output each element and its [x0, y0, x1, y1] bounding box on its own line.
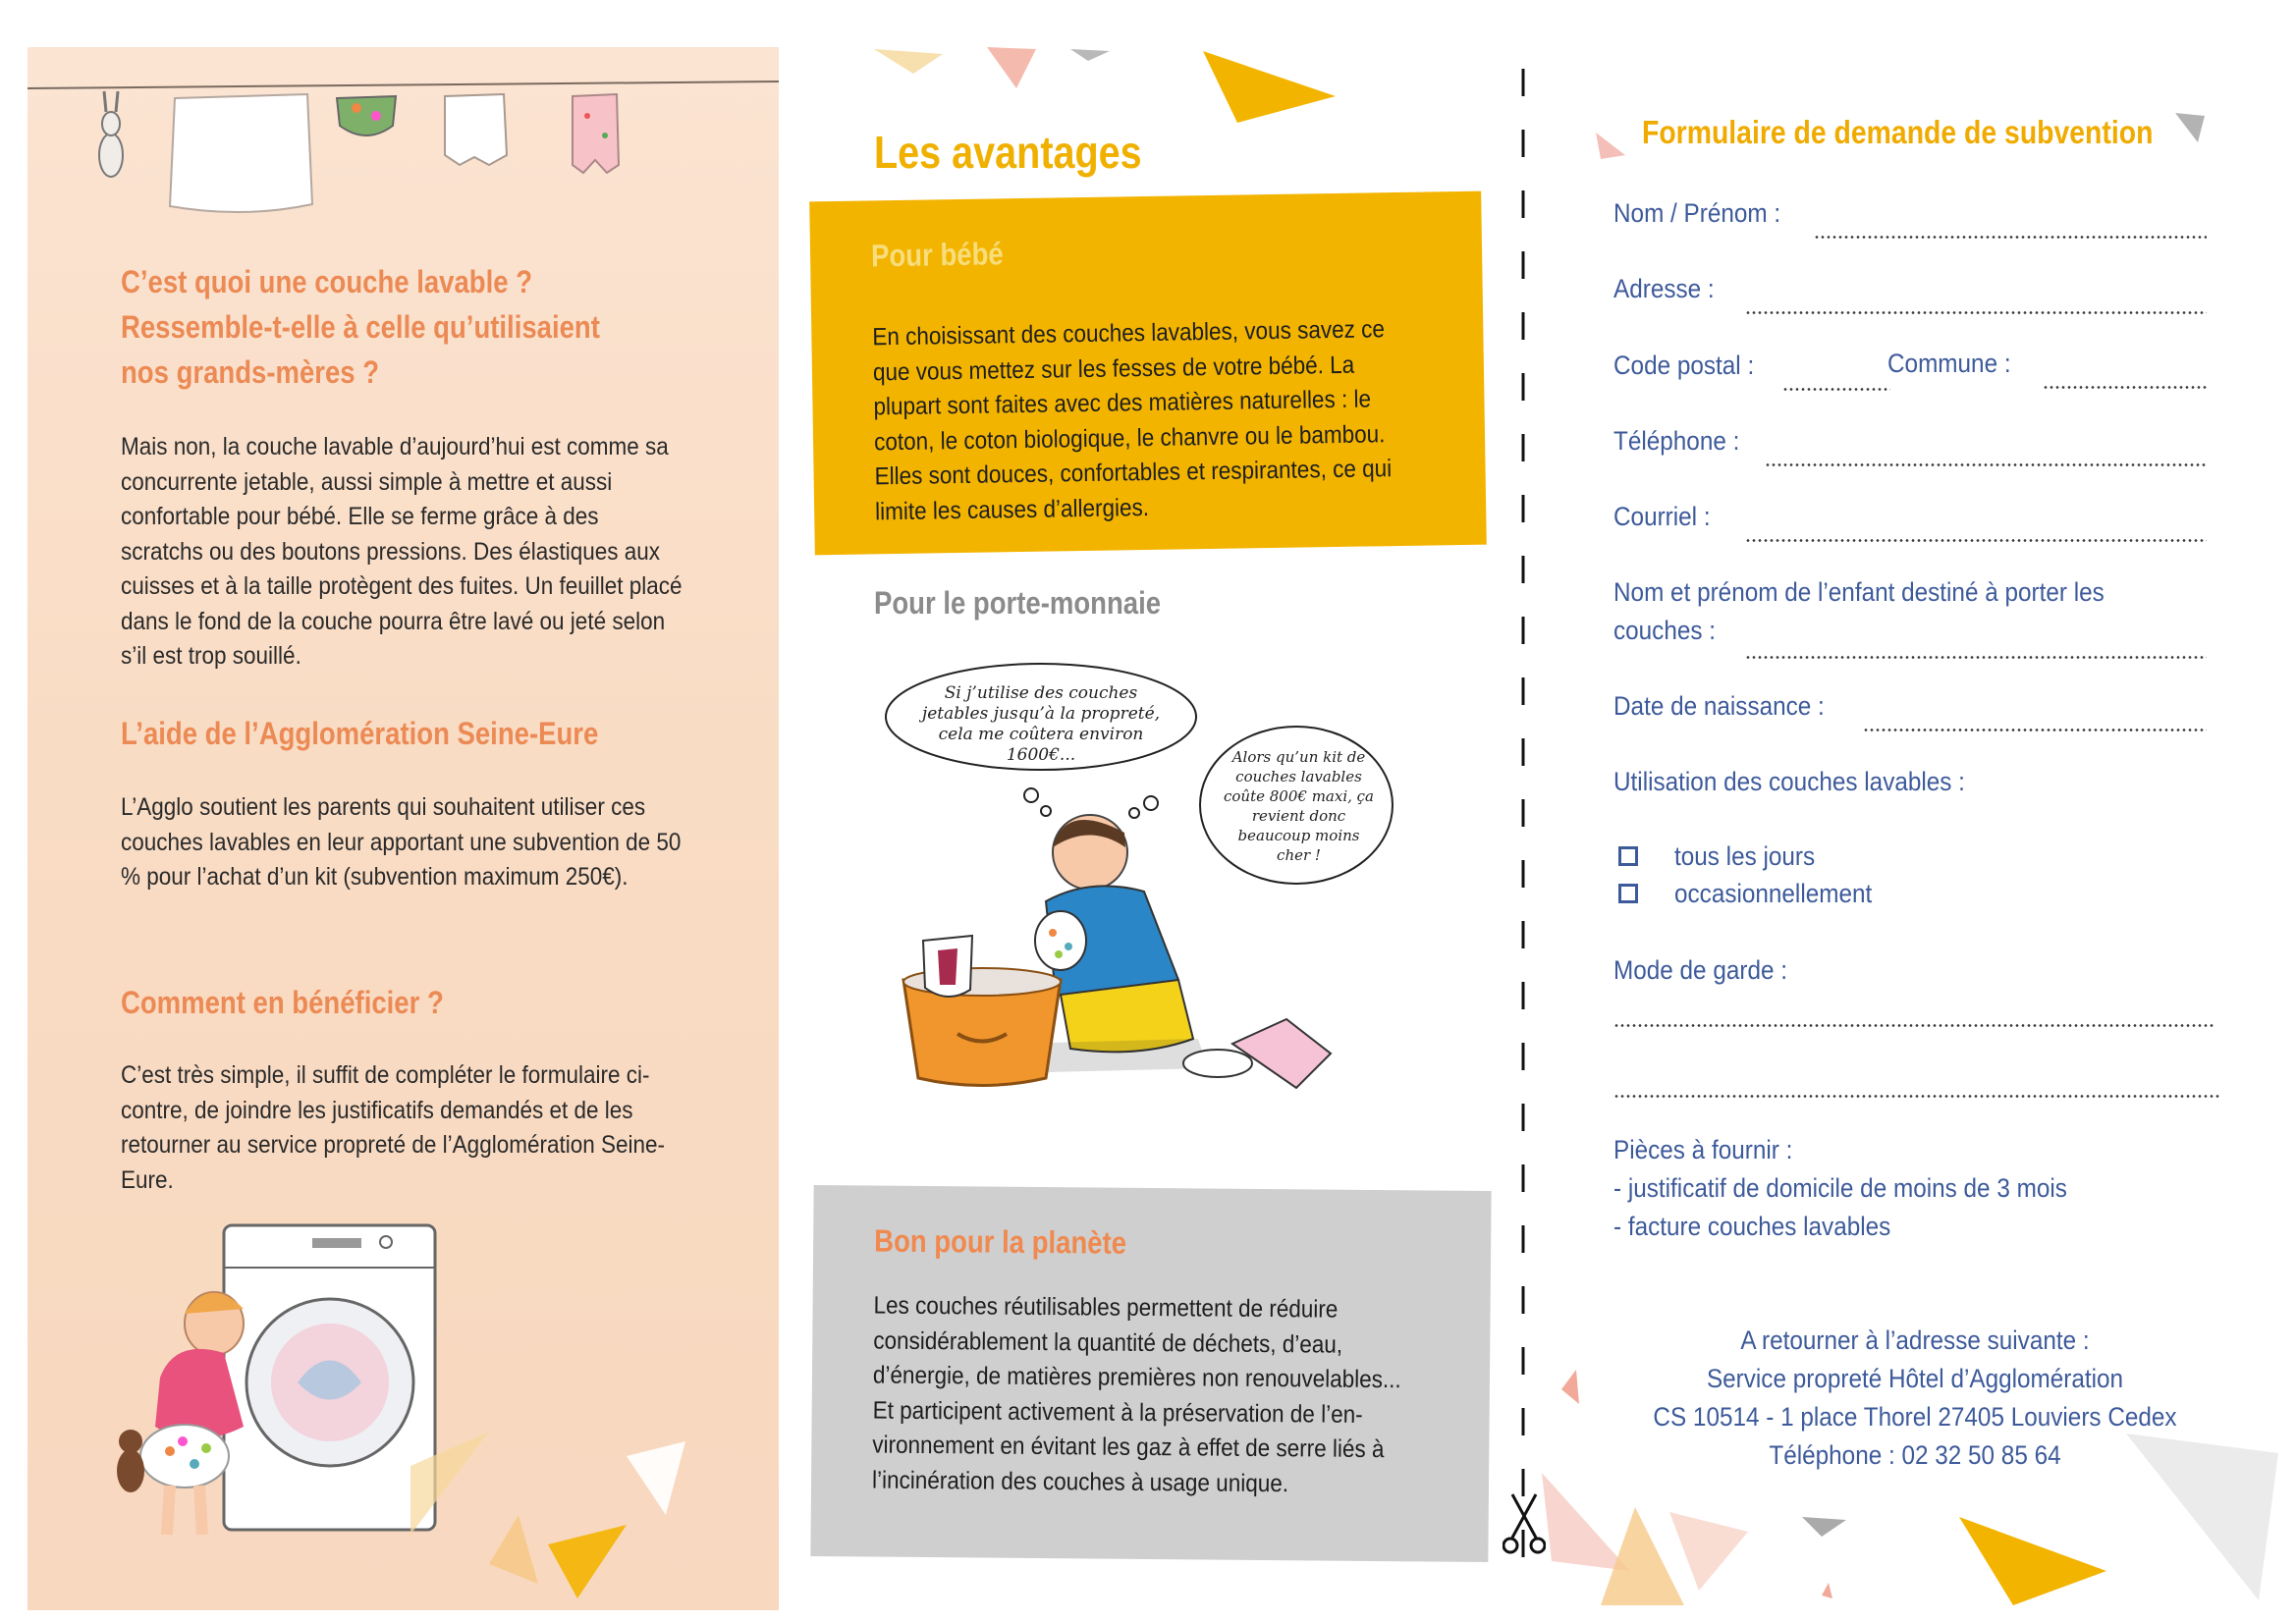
commune-field[interactable] — [2043, 386, 2208, 389]
usage-everyday-checkbox[interactable] — [1618, 846, 1638, 866]
speech-bubble-disposable-cost: Si j’utilise des couches jetables jusqu’à la propreté, cela me coûtera environ 1600€... — [921, 683, 1161, 765]
wallet-benefits-heading: Pour le porte-monnaie — [874, 585, 1162, 621]
childcare-label: Mode de garde : — [1613, 955, 1787, 985]
return-address-block — [1611, 1322, 2219, 1475]
heading-what-is-washable-diaper: C’est quoi une couche lavable ? Ressemble-t-elle à celle qu’utilisaient nos grands-mères ? — [121, 264, 600, 390]
return-street: CS 10514 - 1 place Thorel 27405 Louviers Cedex — [1653, 1402, 2177, 1432]
postal-code-label: Code postal : — [1613, 351, 1755, 380]
document-item-residence: - justificatif de domicile de moins de 3 mois — [1613, 1173, 2067, 1203]
childcare-field-line1[interactable] — [1613, 1024, 2214, 1027]
usage-occasional-label: occasionnellement — [1674, 879, 1873, 908]
benefits-title: Les avantages — [874, 127, 1142, 178]
return-intro: A retourner à l’adresse suivante : — [1740, 1325, 2090, 1355]
text-agglo-aid: L’Agglo soutient les parents qui souhaitent utiliser ces couches lavables en leur apportant une subvention de 50 % pour l’achat d’un kit (subvention maximum 250€). — [121, 793, 682, 891]
form-title: Formulaire de demande de subvention — [1642, 114, 2154, 150]
baby-benefits-heading: Pour bébé — [870, 236, 1004, 274]
heading-how-to-benefit: Comment en bénéficier ? — [121, 985, 444, 1020]
address-label: Adresse : — [1613, 274, 1715, 303]
baby-benefits-box — [809, 191, 1487, 556]
planet-benefits-heading: Bon pour la planète — [874, 1222, 1127, 1261]
address-field[interactable] — [1745, 311, 2207, 314]
childcare-field-line2[interactable] — [1613, 1095, 2219, 1098]
washing-machine-illustration — [77, 1220, 725, 1603]
heading-agglo-aid: L’aide de l’Agglomération Seine-Eure — [121, 716, 599, 751]
birth-date-field[interactable] — [1863, 729, 2207, 731]
baby-benefits-text: En choisissant des couches lavables, vous savez ce que vous mettez sur les fesses de votre bébé. La plupart sont faites avec des matières naturelles : le coton, le coton biologique, le chanvre ou le bambou. Elles sont douces, confortables et respirantes, ce qui limite les causes d’allergies. — [872, 315, 1393, 525]
name-field[interactable] — [1814, 236, 2207, 239]
child-name-label-line1: Nom et prénom de l’enfant destiné à porter les — [1613, 577, 2105, 607]
scissors-icon — [1503, 1492, 1546, 1555]
postal-code-field[interactable] — [1782, 388, 1890, 391]
email-label: Courriel : — [1613, 502, 1711, 531]
name-label: Nom / Prénom : — [1613, 198, 1781, 228]
planet-benefits-text: Les couches réutilisables permettent de réduire considérablement la quantité de déchets, d’eau, d’énergie, de matières premières non renouvelables... Et participent activement à la préservation de l’en-vironnement en évitant les gaz à effet de serre liés à l’incinération des couches à usage unique. — [871, 1291, 1401, 1497]
phone-field[interactable] — [1765, 463, 2207, 466]
usage-occasional-checkbox[interactable] — [1618, 884, 1638, 903]
phone-label: Téléphone : — [1613, 426, 1740, 456]
speech-bubble-washable-cost: Alors qu’un kit de couches lavables coûte 800€ maxi, ça revient donc beaucoup moins cher ! — [1223, 748, 1374, 864]
documents-title: Pièces à fournir : — [1613, 1135, 1793, 1164]
email-field[interactable] — [1745, 539, 2207, 542]
document-item-invoice: - facture couches lavables — [1613, 1212, 1891, 1241]
parent-washing-illustration — [884, 656, 1434, 1117]
child-name-field[interactable] — [1745, 656, 2207, 659]
left-panel — [27, 47, 779, 1610]
child-name-label-line2: couches : — [1613, 616, 1717, 645]
clothesline-illustration — [27, 47, 779, 234]
return-service: Service propreté Hôtel d’Agglomération — [1706, 1364, 2124, 1393]
planet-benefits-box — [810, 1185, 1491, 1562]
text-how-to-benefit: C’est très simple, il suffit de compléter le formulaire ci-contre, de joindre les justificatifs demandés et de les retourner au service propreté de l’Agglomération Seine-Eure. — [121, 1061, 666, 1194]
return-phone: Téléphone : 02 32 50 85 64 — [1769, 1440, 2061, 1470]
usage-everyday-label: tous les jours — [1674, 841, 1816, 871]
text-what-is-washable-diaper: Mais non, la couche lavable d’aujourd’hui est comme sa concurrente jetable, aussi simple à mettre et aussi confortable pour bébé. Elle se ferme grâce à des scratchs ou des boutons pressions. Des élastiques aux cuisses et à la taille protègent des fuites. Un feuillet placé dans le fond de la couche pourra être lavé ou jeté selon s’il est trop souillé. — [121, 433, 683, 670]
cut-line — [1520, 69, 1526, 1591]
usage-label: Utilisation des couches lavables : — [1613, 767, 1965, 796]
birth-date-label: Date de naissance : — [1613, 691, 1825, 721]
commune-label: Commune : — [1887, 349, 2011, 378]
